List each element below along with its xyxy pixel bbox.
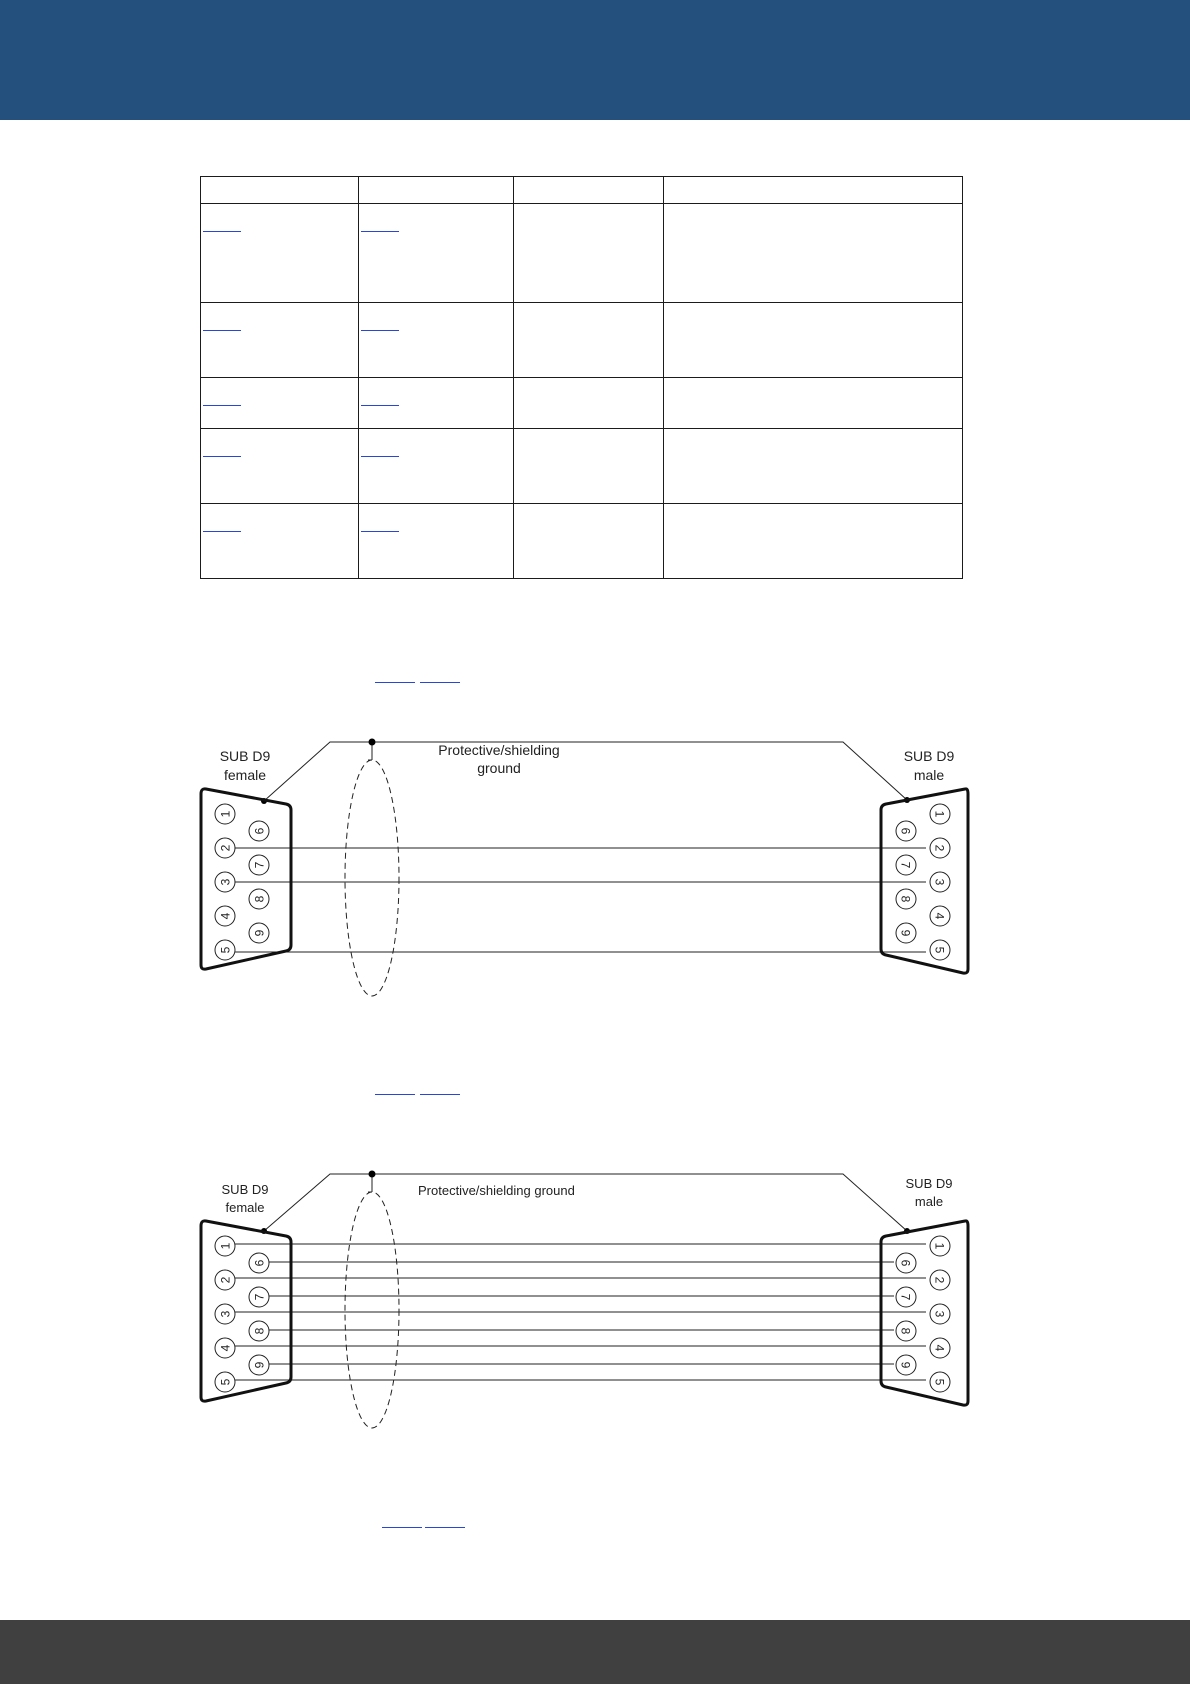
table-cell	[514, 429, 664, 504]
pin-number: 3	[218, 878, 233, 886]
table-header-cell	[359, 177, 514, 204]
reference-links	[382, 1515, 472, 1529]
pin-number: 7	[252, 861, 267, 869]
table-cell	[201, 504, 359, 579]
table-row	[201, 504, 963, 579]
table-cell	[664, 378, 963, 429]
pin-number: 1	[218, 810, 233, 818]
ground-line	[264, 1174, 907, 1231]
table-cell-link[interactable]	[361, 446, 399, 457]
pin-number: 7	[898, 1293, 913, 1301]
table-cell	[664, 303, 963, 378]
reference-link[interactable]	[425, 1515, 465, 1528]
pin-number: 3	[932, 1310, 947, 1318]
table-cell	[201, 204, 359, 303]
table-header-cell	[664, 177, 963, 204]
table-cell	[664, 504, 963, 579]
pin-number: 4	[932, 1344, 947, 1352]
pin-number: 9	[898, 1361, 913, 1369]
male-connector-shell	[881, 789, 968, 973]
table-cell-link[interactable]	[203, 395, 241, 406]
pin-number: 2	[932, 844, 947, 852]
wiring-diagram-1	[0, 730, 1190, 1010]
table-cell	[359, 429, 514, 504]
table-cell-link[interactable]	[361, 521, 399, 532]
pin-number: 8	[898, 1327, 913, 1335]
table-cell	[359, 204, 514, 303]
table-cell	[514, 204, 664, 303]
pin-number: 4	[218, 1344, 233, 1352]
table-cell-link[interactable]	[203, 446, 241, 457]
table-cell	[201, 303, 359, 378]
female-connector-shell	[201, 1221, 291, 1401]
pin-number: 4	[932, 912, 947, 920]
reference-links	[375, 670, 465, 684]
wiring-diagram-2	[0, 1162, 1190, 1442]
reference-link[interactable]	[420, 670, 460, 683]
pin-number: 7	[252, 1293, 267, 1301]
pin-number: 2	[218, 844, 233, 852]
table-cell	[664, 429, 963, 504]
pin-number: 5	[218, 1378, 233, 1386]
female-connector-shell	[201, 789, 291, 969]
pin-number: 2	[218, 1276, 233, 1284]
table-cell-link[interactable]	[203, 221, 241, 232]
pin-number: 3	[218, 1310, 233, 1318]
reference-link[interactable]	[375, 1082, 415, 1095]
pin-number: 6	[252, 827, 267, 835]
table-row	[201, 429, 963, 504]
reference-link[interactable]	[420, 1082, 460, 1095]
table-cell-link[interactable]	[203, 320, 241, 331]
pin-number: 5	[932, 946, 947, 954]
ground-junction	[369, 1171, 376, 1178]
table-header-row	[201, 177, 963, 204]
table-cell	[359, 303, 514, 378]
table-cell	[514, 303, 664, 378]
pin-number: 1	[932, 810, 947, 818]
pin-number: 9	[252, 929, 267, 937]
pin-number: 4	[218, 912, 233, 920]
shield-ellipse	[345, 760, 399, 996]
reference-links	[375, 1082, 465, 1096]
male-label: SUB D9 male	[903, 748, 955, 783]
table-cell	[201, 429, 359, 504]
ground-label: Protective/shielding ground	[418, 1183, 575, 1198]
male-connector-shell	[881, 1221, 968, 1405]
table-cell-link[interactable]	[361, 395, 399, 406]
female-label: SUB D9 female	[221, 1182, 269, 1215]
pin-number: 5	[932, 1378, 947, 1386]
pin-number: 6	[252, 1259, 267, 1267]
connection-table	[200, 176, 963, 579]
pin-number: 7	[898, 861, 913, 869]
reference-link[interactable]	[375, 670, 415, 683]
female-label: SUB D9 female	[219, 748, 271, 783]
shield-ellipse	[345, 1192, 399, 1428]
ground-junction	[369, 739, 376, 746]
table-cell	[359, 378, 514, 429]
reference-link[interactable]	[382, 1515, 422, 1528]
pin-number: 8	[252, 895, 267, 903]
table-cell-link[interactable]	[361, 320, 399, 331]
table-cell	[201, 378, 359, 429]
table-cell	[664, 204, 963, 303]
pin-number: 1	[218, 1242, 233, 1250]
header-band	[0, 0, 1190, 120]
pin-number: 5	[218, 946, 233, 954]
table-cell	[514, 378, 664, 429]
table-cell-link[interactable]	[203, 521, 241, 532]
pin-number: 9	[252, 1361, 267, 1369]
ground-line	[264, 742, 907, 801]
table-row	[201, 204, 963, 303]
pin-number: 8	[898, 895, 913, 903]
pin-number: 1	[932, 1242, 947, 1250]
table-header-cell	[514, 177, 664, 204]
table-row	[201, 303, 963, 378]
male-label: SUB D9 male	[905, 1176, 953, 1209]
pin-number: 6	[898, 1259, 913, 1267]
pin-number: 2	[932, 1276, 947, 1284]
table-cell	[359, 504, 514, 579]
footer-band	[0, 1620, 1190, 1684]
table-cell	[514, 504, 664, 579]
pin-number: 3	[932, 878, 947, 886]
pin-number: 8	[252, 1327, 267, 1335]
table-cell-link[interactable]	[361, 221, 399, 232]
pin-number: 6	[898, 827, 913, 835]
pin-number: 9	[898, 929, 913, 937]
ground-label: Protective/shielding ground	[438, 742, 560, 776]
table-header-cell	[201, 177, 359, 204]
table-row	[201, 378, 963, 429]
